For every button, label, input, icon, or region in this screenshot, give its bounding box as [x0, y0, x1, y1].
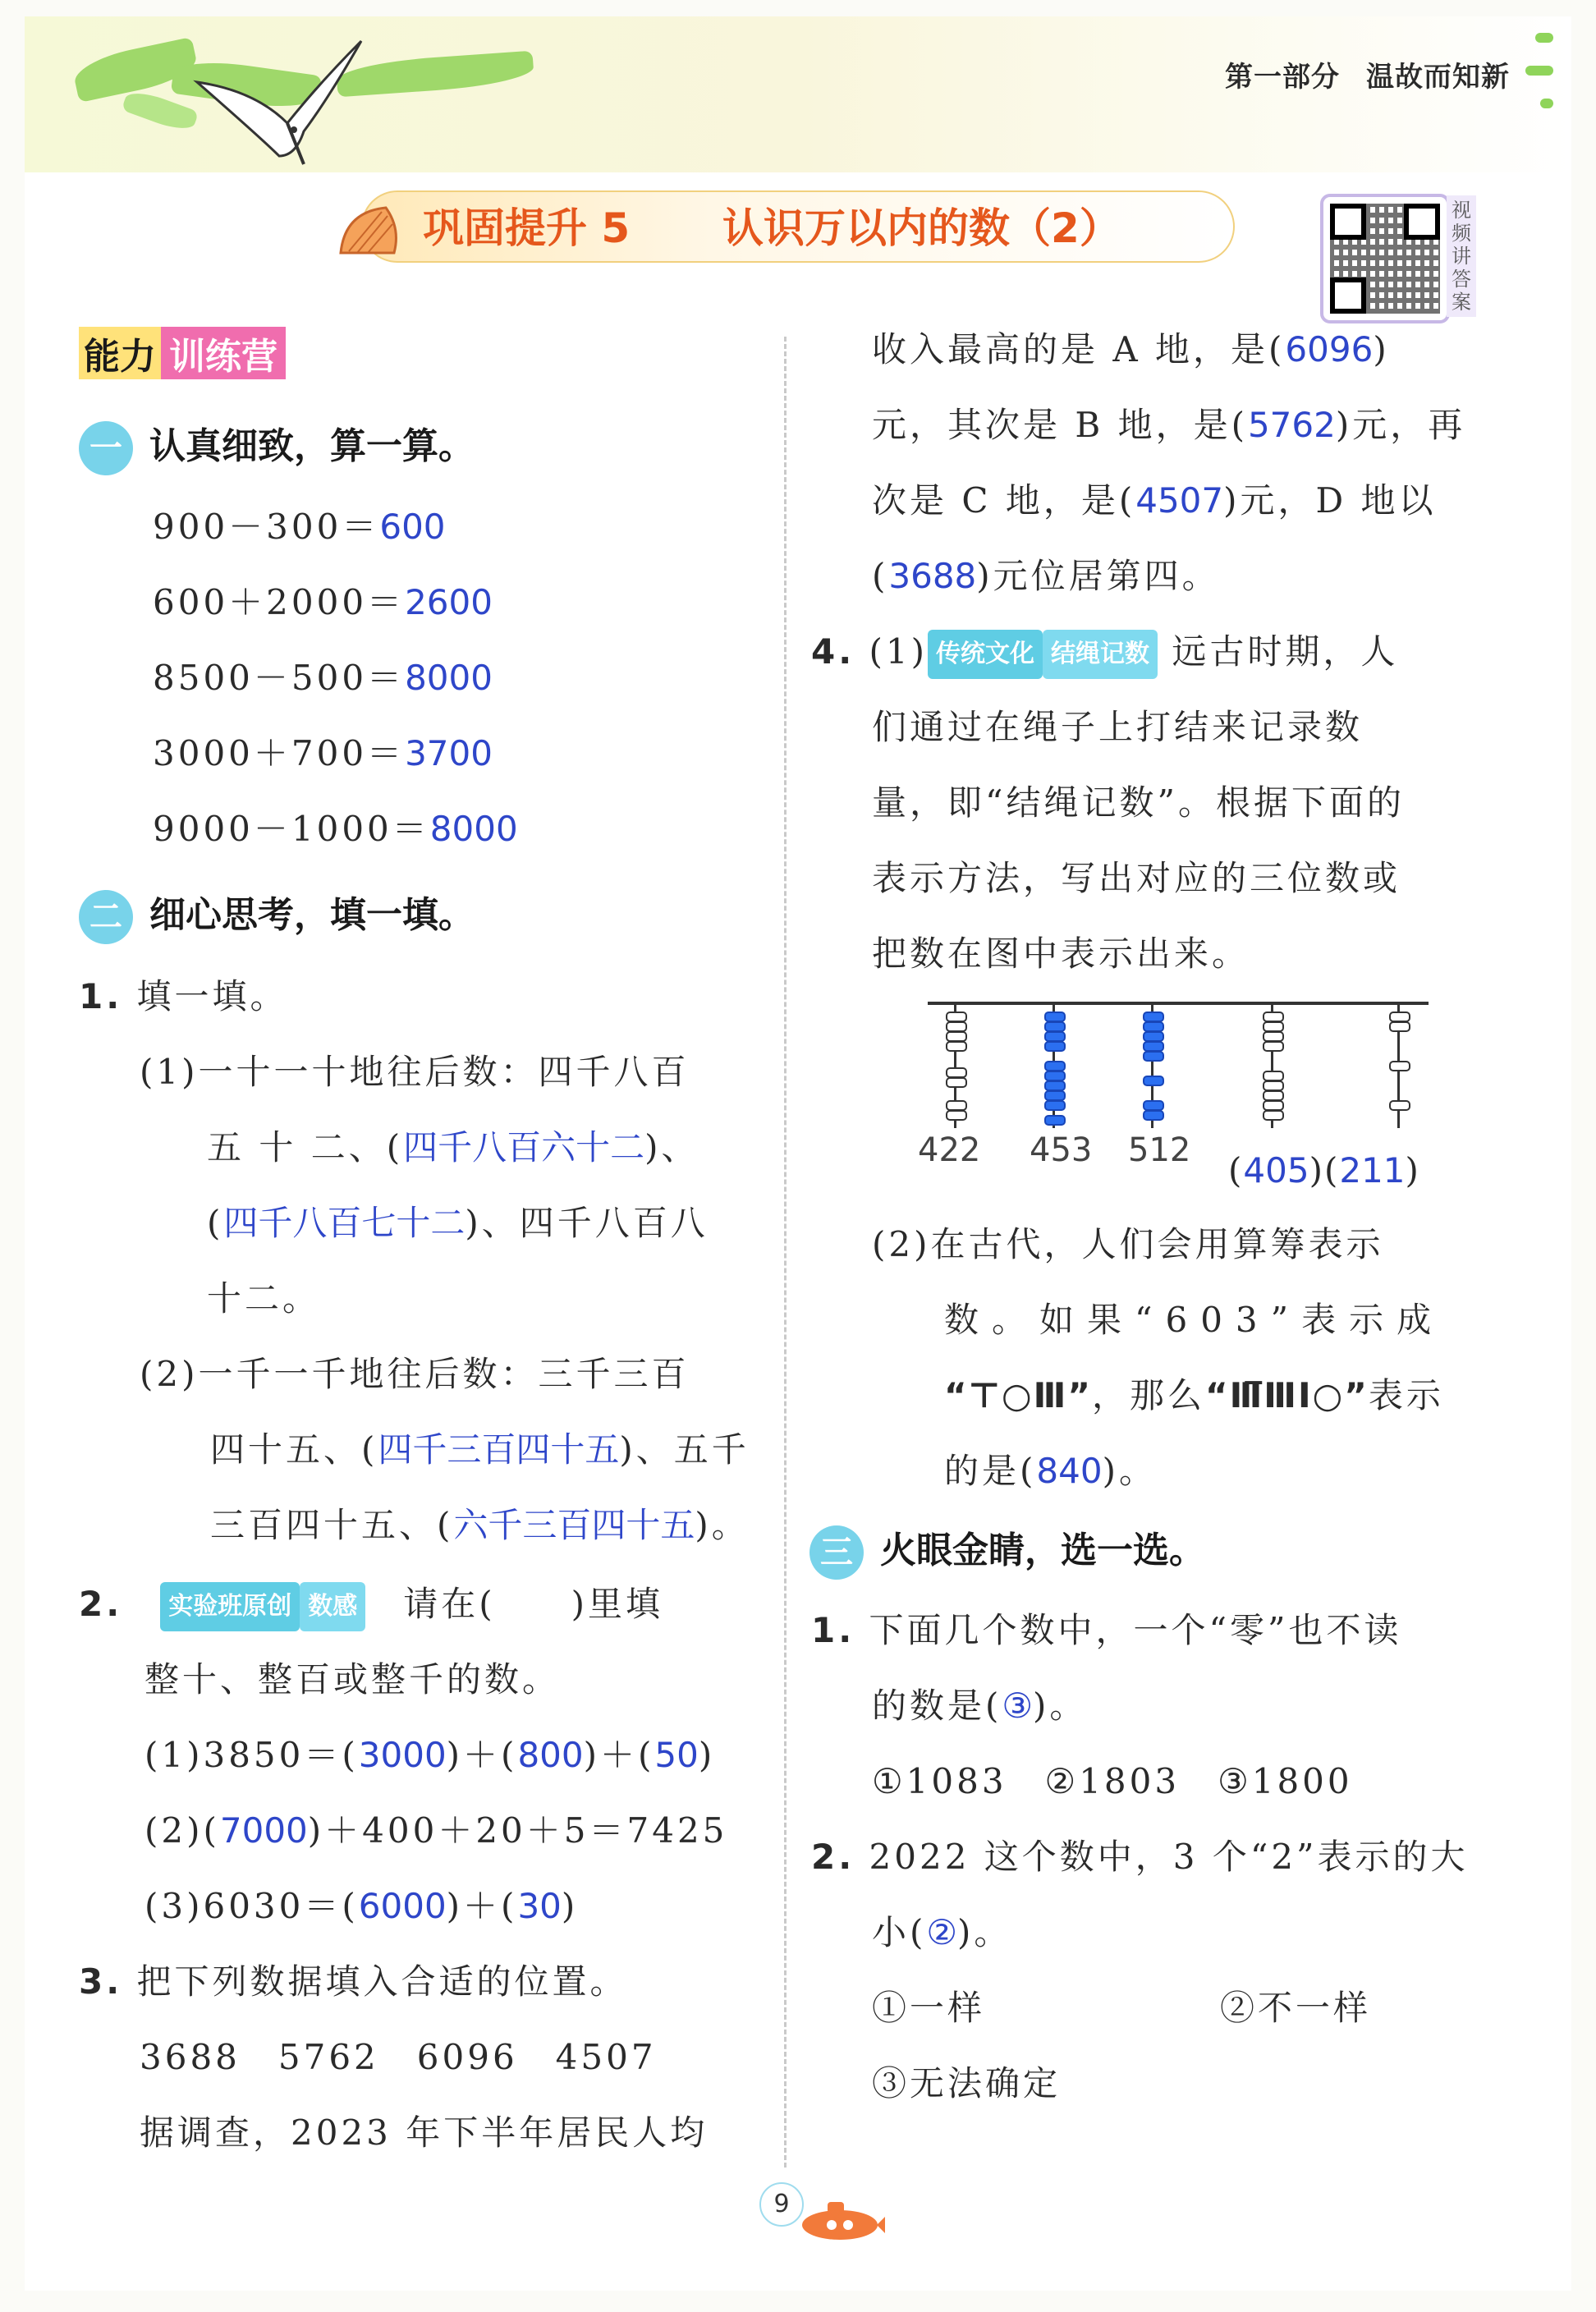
- q1-part2-line: 三百四十五、(六千三百四十五)。: [210, 1505, 750, 1545]
- q1-part1-line: 五 十 二、(四千八百六十二)、: [207, 1127, 699, 1167]
- q4-line: 把数在图中表示出来。: [872, 934, 1250, 974]
- q1-part2-line: (2)一千一千地往后数：三千三百: [140, 1354, 690, 1394]
- q3-numbers: 3688 5762 6096 4507: [140, 2037, 657, 2077]
- calc-item: 3000＋700＝3700: [153, 733, 493, 773]
- header-part: 第一部分: [1225, 61, 1340, 94]
- section1-title: 认真细致，算一算。: [149, 425, 475, 467]
- q2-row3: (3)6030＝(6000)＋(30): [144, 1886, 579, 1926]
- question-3: 3. 把下列数据填入合适的位置。: [79, 1961, 628, 2002]
- shell-icon: [337, 204, 402, 261]
- question-2: 2. 实验班原创 数感 请在( )里填: [79, 1581, 663, 1631]
- calc-item: 600＋2000＝2600: [153, 582, 493, 622]
- q4-line: 们通过在绳子上打结来记录数: [872, 707, 1364, 747]
- q3-line: 据调查，2023 年下半年居民人均: [140, 2112, 709, 2153]
- answer: 8000: [405, 658, 493, 698]
- section3-number: 三: [809, 1525, 864, 1580]
- q3-right-line: 次是 C 地，是(4507)元，D 地以: [872, 480, 1437, 521]
- section1-heading: [79, 416, 475, 475]
- ability-tag-a: 能力: [79, 327, 161, 379]
- calc-item: 9000－1000＝8000: [153, 809, 518, 849]
- badge-knot-counting: 结绳记数: [1043, 630, 1158, 679]
- header-decoration: [1525, 33, 1553, 123]
- q4-part2-line: 数。如果“603”表示成: [944, 1300, 1445, 1340]
- section3-title: 火眼金睛，选一选。: [880, 1530, 1205, 1571]
- section2-heading: [79, 885, 475, 944]
- abacus-answers: (405)(211): [1228, 1150, 1420, 1190]
- knot-rope-diagram: [928, 1002, 1437, 1133]
- s3-q2-line: 小(②)。: [872, 1912, 1012, 1952]
- rod-numeral-question: “Ⅲ̅ⅢⅠ○”: [1204, 1375, 1369, 1415]
- answer: 3700: [405, 733, 493, 773]
- answer: 四千三百四十五: [378, 1429, 620, 1470]
- q3-right-line: 收入最高的是 A 地，是(6096): [872, 329, 1390, 369]
- badge-culture: 传统文化: [928, 630, 1043, 679]
- answer: 四千八百六十二: [403, 1127, 645, 1167]
- answer: 8000: [429, 809, 518, 849]
- abacus-label: 453: [1030, 1131, 1093, 1169]
- q1-part1-line: (四千八百七十二)、四千八百八: [207, 1203, 709, 1243]
- s3-question-2: 2. 2022 这个数中，3 个“2”表示的大: [811, 1837, 1469, 1877]
- qr-label: 视频讲答案: [1447, 195, 1476, 317]
- lesson-title: 认识万以内的数（2）: [722, 204, 1121, 252]
- q4-part2-line: (2)在古代，人们会用算筹表示: [872, 1224, 1384, 1264]
- q4-line: 表示方法，写出对应的三位数或: [872, 858, 1401, 898]
- section2-number: 二: [79, 890, 133, 944]
- q3-right-line: (3688)元位居第四。: [872, 556, 1220, 596]
- q1-part1-line: (1)一十一十地往后数：四千八百: [140, 1052, 690, 1092]
- s3-q2-option: ③无法确定: [872, 2063, 1062, 2103]
- s3-q1-line: 的数是(③)。: [872, 1686, 1088, 1726]
- badge-number-sense: 数感: [300, 1582, 365, 1631]
- ability-tag: [79, 327, 286, 378]
- answer: 600: [379, 507, 446, 547]
- question-4: 4. (1) 传统文化 结绳记数 远古时期，人: [811, 629, 1398, 679]
- calc-item: 8500－500＝8000: [153, 658, 493, 698]
- rod-numeral-603: “⊤○Ⅲ”: [944, 1375, 1092, 1415]
- section3-heading: [809, 1521, 1205, 1580]
- header-part-name: 温故而知新: [1366, 61, 1510, 94]
- answer: 六千三百四十五: [453, 1505, 695, 1545]
- answer: 四千八百七十二: [223, 1203, 466, 1243]
- calc-item: 900－300＝600: [153, 507, 446, 547]
- q3-right-line: 元，其次是 B 地，是(5762)元，再: [872, 405, 1466, 445]
- q4-line: 量，即“结绳记数”。根据下面的: [872, 782, 1405, 823]
- q4-part2-line: “⊤○Ⅲ”，那么“Ⅲ̅ⅢⅠ○”表示: [944, 1375, 1444, 1415]
- column-divider: [784, 337, 787, 2168]
- badge-original: 实验班原创: [160, 1582, 300, 1631]
- q2-row2: (2)(7000)＋400＋20＋5＝7425: [144, 1810, 728, 1851]
- q4-part2-line: 的是(840)。: [944, 1451, 1157, 1491]
- s3-q2-option: ②不一样: [1220, 1988, 1372, 2028]
- s3-q1-options: ①1083 ②1803 ③1800: [872, 1761, 1353, 1801]
- lesson-number: 巩固提升 5: [423, 204, 631, 252]
- qr-code[interactable]: [1320, 194, 1450, 323]
- abacus-label: 512: [1128, 1131, 1191, 1169]
- header-section-title: [1199, 54, 1510, 94]
- page-number: 9: [759, 2182, 804, 2227]
- q1-part1-line: 十二。: [207, 1278, 321, 1319]
- seagull-icon: [181, 33, 378, 172]
- s3-q2-option: ①一样: [872, 1988, 986, 2028]
- submarine-icon: [795, 2194, 885, 2243]
- section2-title: 细心思考，填一填。: [149, 894, 475, 936]
- header-banner: [25, 16, 1571, 172]
- s3-question-1: 1. 下面几个数中，一个“零”也不读: [811, 1610, 1402, 1650]
- q2-row1: (1)3850＝(3000)＋(800)＋(50): [144, 1735, 716, 1775]
- q2-line: 整十、整百或整千的数。: [144, 1659, 561, 1700]
- q1-part2-line: 四十五、(四千三百四十五)、五千: [210, 1429, 750, 1470]
- abacus-label: 422: [918, 1131, 981, 1169]
- ability-tag-b: 训练营: [161, 327, 286, 379]
- section1-number: 一: [79, 421, 133, 475]
- question-1: 1. 填一填。: [79, 976, 288, 1016]
- answer: 2600: [405, 582, 493, 622]
